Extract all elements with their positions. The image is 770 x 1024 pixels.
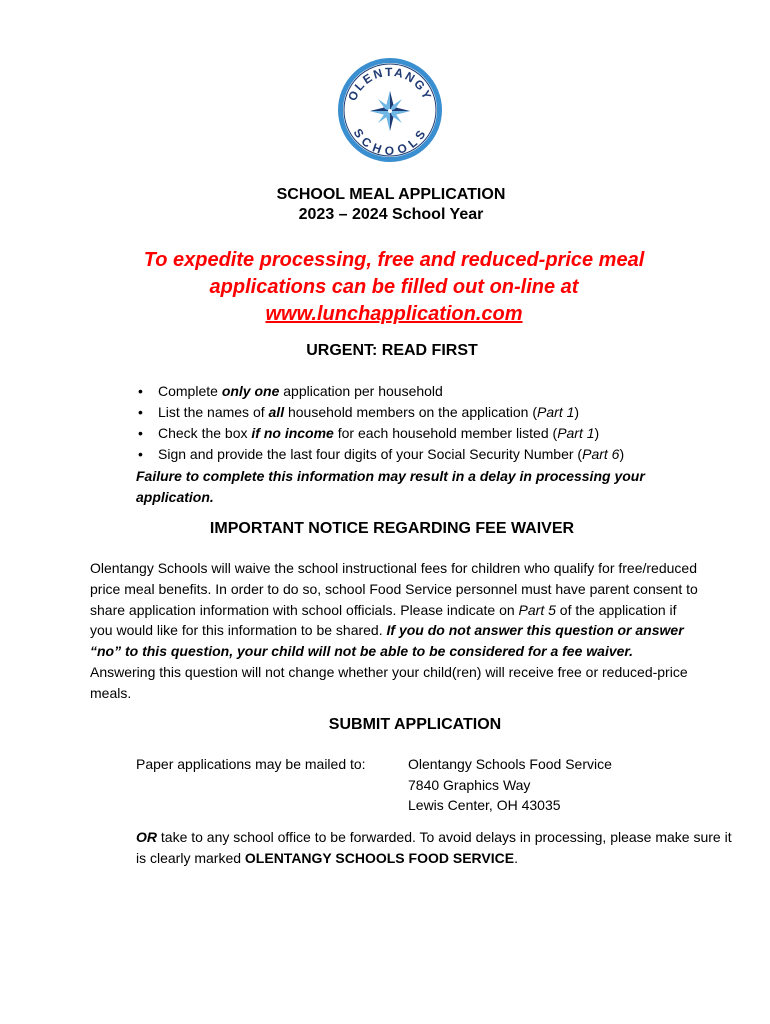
expedite-line-2: applications can be filled out on-line at bbox=[209, 276, 579, 298]
fee-waiver-body: Olentangy Schools will waive the school instructional fees for children who qualify for free/reduced price meal benefits. In order to do so, school Food Service personnel must have parent consent to share application information with school officials. Please indicate on Part 5 of the application if you would like for this information to be shared. If you do not answer this question or answer “no” to this question, your child will not be able to be considered for a fee waiver. Answering this question will not change whether your child(ren) will receive free or reduced-price meals. bbox=[90, 560, 698, 701]
page-title bbox=[0, 185, 770, 225]
bullet-icon: • bbox=[138, 425, 143, 441]
list-item: • Check the box if no income for each household member listed (Part 1) bbox=[136, 423, 716, 444]
list-item: • Sign and provide the last four digits of your Social Security Number (Part 6) bbox=[136, 444, 716, 465]
urgent-bullet-list bbox=[136, 381, 716, 465]
bullet-icon: • bbox=[138, 404, 143, 420]
fee-waiver-emphasis: If you do not answer this question or answer “no” to this question, your child will not be able to be considered for a fee waiver. bbox=[90, 622, 684, 660]
logo-emblem bbox=[336, 54, 444, 166]
list-item: • Complete only one application per household bbox=[136, 381, 716, 402]
application-title: SCHOOL MEAL APPLICATION bbox=[276, 186, 506, 203]
food-service-marking: OLENTANGY SCHOOLS FOOD SERVICE bbox=[244, 850, 515, 866]
failure-warning: Failure to complete this information may result in a delay in processing your application. bbox=[136, 468, 645, 505]
address-line: 7840 Graphics Way bbox=[408, 776, 531, 793]
school-year: 2023 – 2024 School Year bbox=[298, 206, 484, 223]
submit-heading: SUBMIT APPLICATION bbox=[328, 716, 502, 733]
expedite-line-1: To expedite processing, free and reduced-price meal bbox=[143, 249, 645, 271]
olentangy-schools-logo bbox=[336, 54, 444, 166]
urgent-heading: URGENT: READ FIRST bbox=[306, 342, 478, 359]
bullet-icon: • bbox=[138, 383, 143, 399]
logo-text-bottom: SCHOOLS bbox=[350, 126, 430, 158]
fee-waiver-heading: IMPORTANT NOTICE REGARDING FEE WAIVER bbox=[209, 520, 575, 537]
mail-label: Paper applications may be mailed to: bbox=[136, 756, 366, 772]
lunch-application-link[interactable]: www.lunchapplication.com bbox=[265, 303, 523, 325]
bullet-icon: • bbox=[138, 446, 143, 462]
address-line: Lewis Center, OH 43035 bbox=[408, 797, 561, 813]
list-item: • List the names of all household members on the application (Part 1) bbox=[136, 402, 716, 423]
address-line: Olentangy Schools Food Service bbox=[408, 756, 612, 772]
expedite-notice bbox=[0, 247, 770, 328]
school-office-instructions: OR take to any school office to be forwarded. To avoid delays in processing, please make sure it is clearly marked OLENTANGY SCHOOLS FOOD SERVICE. bbox=[136, 829, 732, 866]
mailing-address bbox=[408, 754, 612, 816]
logo-text-top: OLENTANGY bbox=[345, 64, 435, 104]
